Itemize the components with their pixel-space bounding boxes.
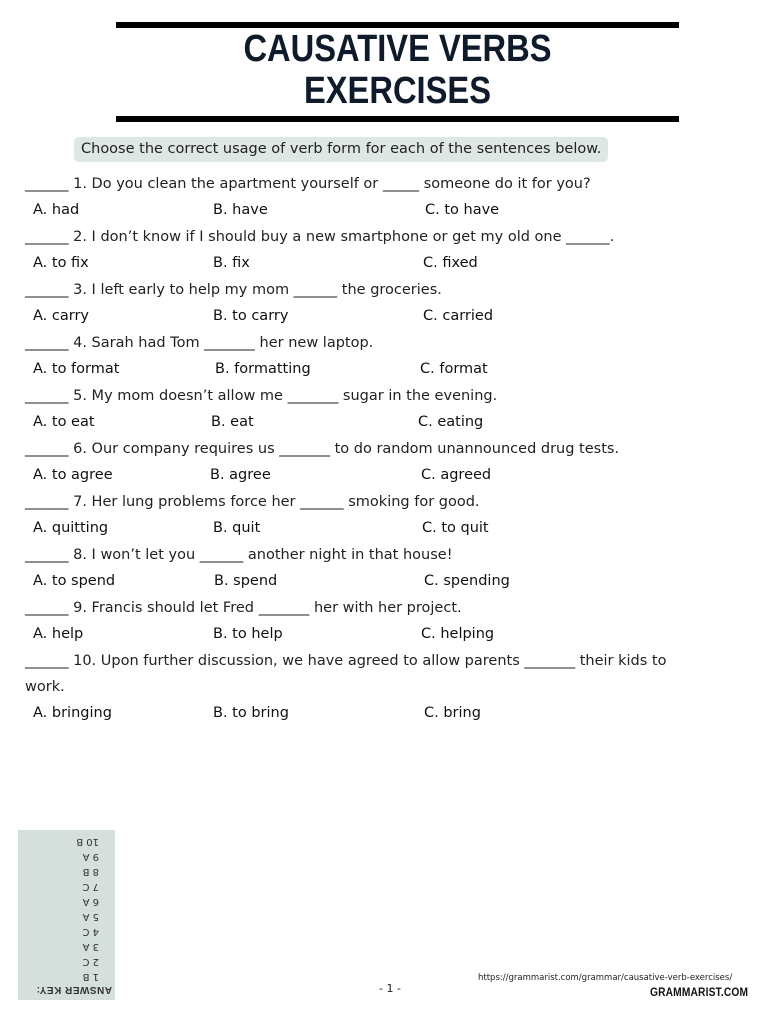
answer-key-inverted — [18, 830, 115, 1000]
question-list — [25, 171, 715, 727]
question-text: ______ 1. Do you clean the apartment yourself or _____ someone do it for you? — [25, 176, 591, 192]
options-row — [25, 621, 715, 648]
question-text: ______ 7. Her lung problems force her ______ smoking for good. — [25, 494, 480, 510]
page-title — [155, 28, 639, 112]
question-4 — [25, 330, 715, 383]
option-c: C. to have — [425, 202, 500, 218]
question-3 — [25, 277, 715, 330]
option-b: B. to bring — [213, 705, 289, 721]
options-row — [25, 197, 715, 224]
option-a: A. to eat — [33, 414, 95, 430]
answer-key-item: 3 A — [82, 941, 99, 952]
question-8 — [25, 542, 715, 595]
option-b: B. formatting — [215, 361, 311, 377]
question-text: ______ 10. Upon further discussion, we have agreed to allow parents _______ their kids to work. — [25, 653, 667, 695]
option-c: C. to quit — [422, 520, 489, 536]
question-text: ______ 6. Our company requires us _______ to do random unannounced drug tests. — [25, 441, 620, 457]
option-c: C. agreed — [421, 467, 492, 483]
answer-key-item: 4 C — [82, 926, 99, 937]
option-b: B. to help — [213, 626, 283, 642]
options-row — [25, 515, 715, 542]
option-b: B. to carry — [213, 308, 289, 324]
question-1 — [25, 171, 715, 224]
option-c: C. carried — [423, 308, 494, 324]
answer-key-item: 6 A — [82, 896, 99, 907]
option-a: A. carry — [33, 308, 89, 324]
option-c: C. bring — [424, 705, 481, 721]
option-c: C. fixed — [423, 255, 478, 271]
option-a: A. quitting — [33, 520, 109, 536]
options-row — [25, 409, 715, 436]
title-line-1: CAUSATIVE VERBS — [243, 28, 552, 70]
option-a: A. help — [33, 626, 84, 642]
option-b: B. quit — [213, 520, 261, 536]
option-b: B. eat — [211, 414, 254, 430]
brand-logo: GRAMMARIST.COM — [650, 985, 749, 999]
option-c: C. spending — [424, 573, 510, 589]
question-7 — [25, 489, 715, 542]
answer-key-box — [18, 830, 115, 1000]
option-a: A. to fix — [33, 255, 89, 271]
question-9 — [25, 595, 715, 648]
page-number: - 1 - — [379, 982, 401, 995]
options-row — [25, 356, 715, 383]
option-c: C. eating — [418, 414, 484, 430]
answer-key-title: ANSWER KEY: — [36, 984, 112, 995]
option-c: C. helping — [421, 626, 495, 642]
answer-key-item: 8 B — [82, 866, 99, 877]
option-a: A. bringing — [33, 705, 112, 721]
answer-key-item: 10 B — [76, 836, 99, 847]
question-text: ______ 8. I won’t let you ______ another night in that house! — [25, 547, 453, 563]
answer-key-item: 1 B — [82, 971, 99, 982]
options-row — [25, 462, 715, 489]
answer-key-item: 7 C — [82, 881, 99, 892]
instructions-banner: Choose the correct usage of verb form for each of the sentences below. — [74, 137, 608, 162]
question-text: ______ 4. Sarah had Tom _______ her new laptop. — [25, 335, 374, 351]
question-10 — [25, 648, 715, 727]
question-text: ______ 2. I don’t know if I should buy a new smartphone or get my old one ______. — [25, 229, 615, 245]
title-line-2: EXERCISES — [303, 70, 492, 112]
option-b: B. fix — [213, 255, 250, 271]
bottom-rule — [116, 116, 679, 122]
option-c: C. format — [420, 361, 488, 377]
source-url[interactable]: https://grammarist.com/grammar/causative-verb-exercises/ — [478, 973, 733, 983]
question-text: ______ 5. My mom doesn’t allow me _______ sugar in the evening. — [25, 388, 498, 404]
options-row — [25, 303, 715, 330]
options-row — [25, 700, 715, 727]
answer-key-item: 9 A — [82, 851, 99, 862]
question-text: ______ 9. Francis should let Fred _______ her with her project. — [25, 600, 462, 616]
question-6 — [25, 436, 715, 489]
option-a: A. to agree — [33, 467, 113, 483]
options-row — [25, 568, 715, 595]
answer-key-item: 5 A — [82, 911, 99, 922]
question-5 — [25, 383, 715, 436]
question-text: ______ 3. I left early to help my mom ______ the groceries. — [25, 282, 442, 298]
option-b: B. have — [213, 202, 268, 218]
option-b: B. agree — [210, 467, 271, 483]
question-2 — [25, 224, 715, 277]
option-a: A. to spend — [33, 573, 116, 589]
option-b: B. spend — [214, 573, 278, 589]
options-row — [25, 250, 715, 277]
answer-key-item: 2 C — [82, 956, 99, 967]
option-a: A. had — [33, 202, 80, 218]
option-a: A. to format — [33, 361, 120, 377]
